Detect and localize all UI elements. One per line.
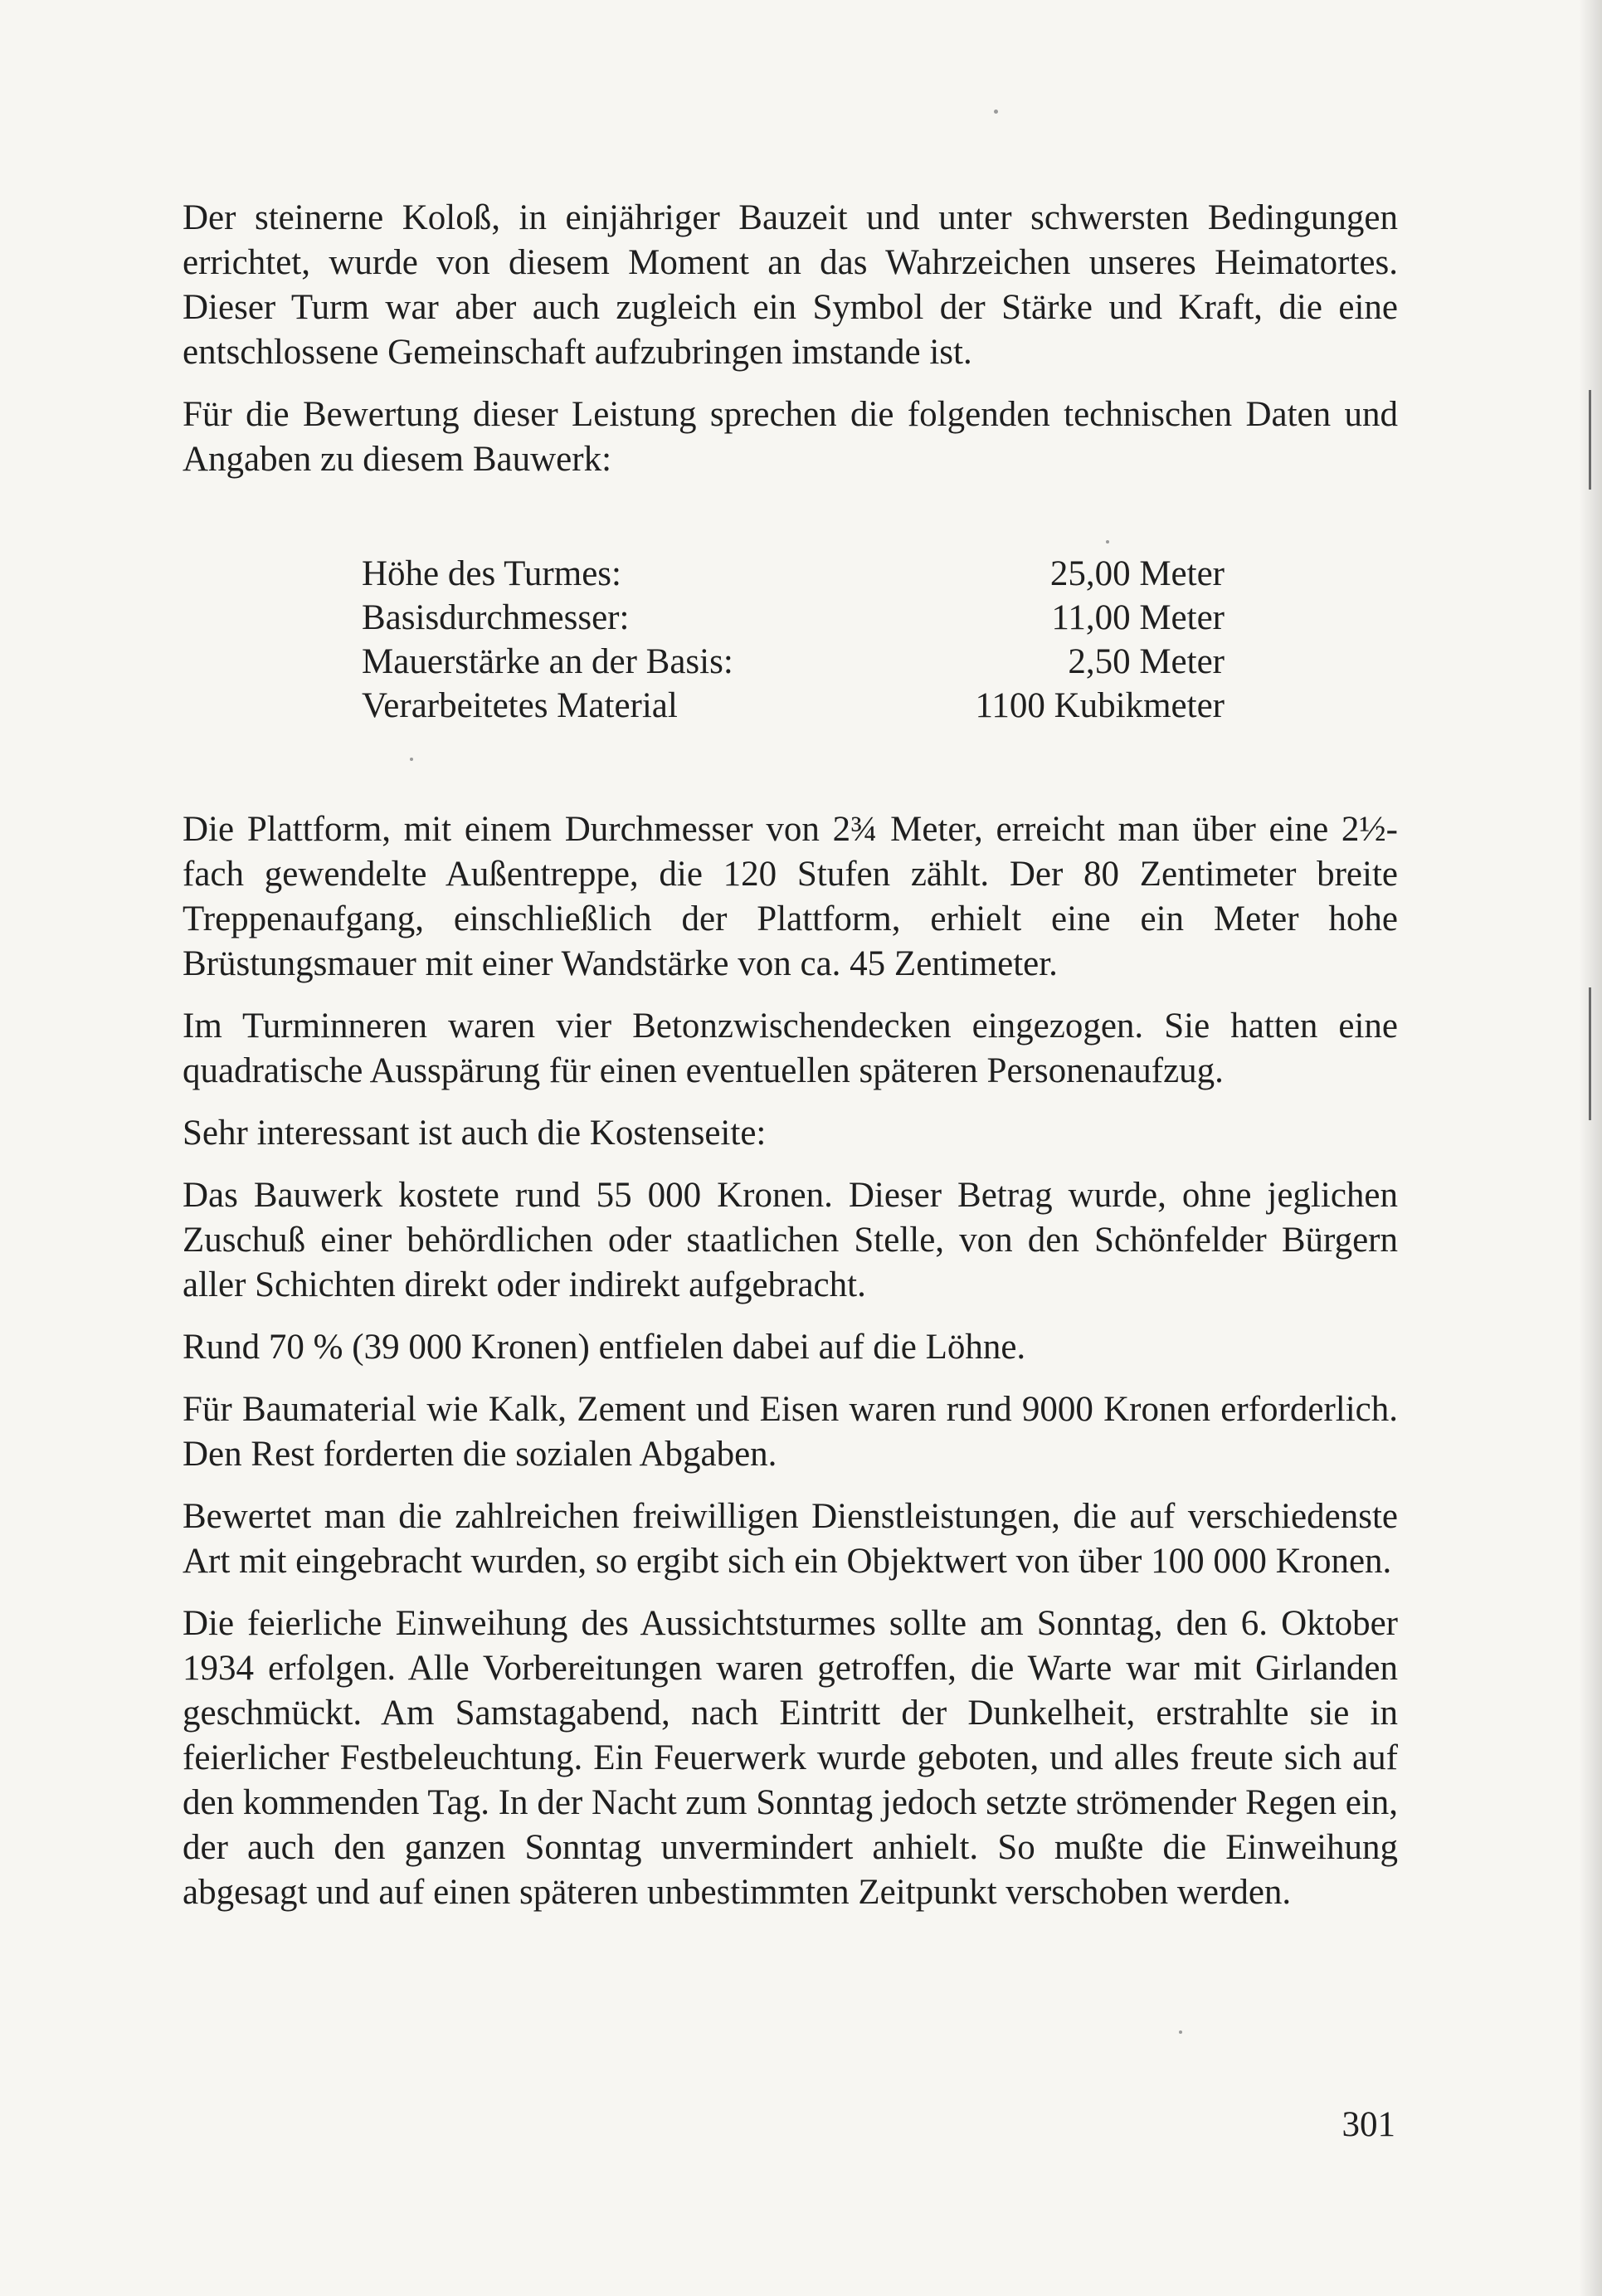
scan-edge-mark (1589, 987, 1591, 1120)
data-label: Verarbeitetes Material (362, 686, 678, 725)
technical-data-table (362, 552, 1225, 728)
paragraph: Das Bauwerk kostete rund 55 000 Kronen. Dieser Betrag wurde, ohne jeglichen Zuschuß einer behördlichen oder staatlichen Stelle, von den Schönfelder Bürgern aller Schichten direkt oder indirekt aufgebracht. (183, 1176, 1398, 1304)
scan-speck (1179, 2030, 1182, 2034)
data-label: Mauerstärke an der Basis: (362, 642, 733, 681)
page-edge-shadow (1579, 0, 1602, 2296)
table-row (362, 596, 1225, 640)
paragraph: Für die Bewertung dieser Leistung sprechen die folgenden technischen Daten und Angaben zu diesem Bauwerk: (183, 395, 1398, 479)
paragraph: Rund 70 % (39 000 Kronen) entfielen dabei auf die Löhne. (183, 1328, 1026, 1367)
data-value: 11,00 Meter (1051, 598, 1225, 637)
paragraph: Für Baumaterial wie Kalk, Zement und Eisen waren rund 9000 Kronen erforderlich. Den Rest forderten die sozialen Abgaben. (183, 1390, 1398, 1474)
table-row (362, 684, 1225, 728)
paragraph: Die Plattform, mit einem Durchmesser von 2¾ Meter, erreicht man über eine 2½-fach gewendelte Außentreppe, die 120 Stufen zählt. Der 80 Zentimeter breite Treppenaufgang, einschließlich der Plattform, erhielt eine ein Meter hohe Brüstungsmauer mit einer Wandstärke von ca. 45 Zentimeter. (183, 810, 1398, 983)
paragraph: Die feierliche Einweihung des Aussichtsturmes sollte am Sonntag, den 6. Oktober 1934 erfolgen. Alle Vorbereitungen waren getroffen, die Warte war mit Girlanden geschmückt. Am Samstagabend, nach Eintritt der Dunkelheit, erstrahlte sie in feierlicher Festbeleuchtung. Ein Feuerwerk wurde geboten, und alles freute sich auf den kommenden Tag. In der Nacht zum Sonntag jedoch setzte strömender Regen ein, der auch den ganzen Sonntag unvermindert anhielt. So mußte die Einweihung abgesagt und auf einen späteren unbestimmten Zeitpunkt verschoben werden. (183, 1604, 1398, 1912)
data-value: 25,00 Meter (1049, 554, 1225, 593)
paragraph: Bewertet man die zahlreichen freiwilligen Dienstleistungen, die auf verschiedenste Art mit eingebracht wurden, so ergibt sich ein Objektwert von über 100 000 Kronen. (183, 1497, 1398, 1581)
technical-data (183, 552, 1398, 728)
scan-edge-mark (1589, 390, 1591, 490)
table-row (362, 552, 1225, 596)
page-number: 301 (1341, 2105, 1395, 2144)
scan-speck (994, 110, 998, 114)
paragraph: Der steinerne Koloß, in einjähriger Bauzeit und unter schwersten Bedingungen errichtet, wurde von diesem Moment an das Wahrzeichen unseres Heimatortes. Dieser Turm war aber auch zugleich ein Symbol der Stärke und Kraft, die eine entschlossene Gemeinschaft aufzubringen imstande ist. (183, 198, 1398, 372)
data-label: Höhe des Turmes: (362, 554, 621, 593)
paragraph: Sehr interessant ist auch die Kostenseite: (183, 1114, 767, 1153)
table-row (362, 640, 1225, 684)
data-value: 1100 Kubikmeter (975, 686, 1225, 725)
page-body (183, 196, 1398, 1915)
paragraph: Im Turminneren waren vier Betonzwischendecken eingezogen. Sie hatten eine quadratische Ausspärung für einen eventuellen späteren Personenaufzug. (183, 1007, 1398, 1090)
data-value: 2,50 Meter (1068, 642, 1225, 681)
data-label: Basisdurchmesser: (362, 598, 630, 637)
